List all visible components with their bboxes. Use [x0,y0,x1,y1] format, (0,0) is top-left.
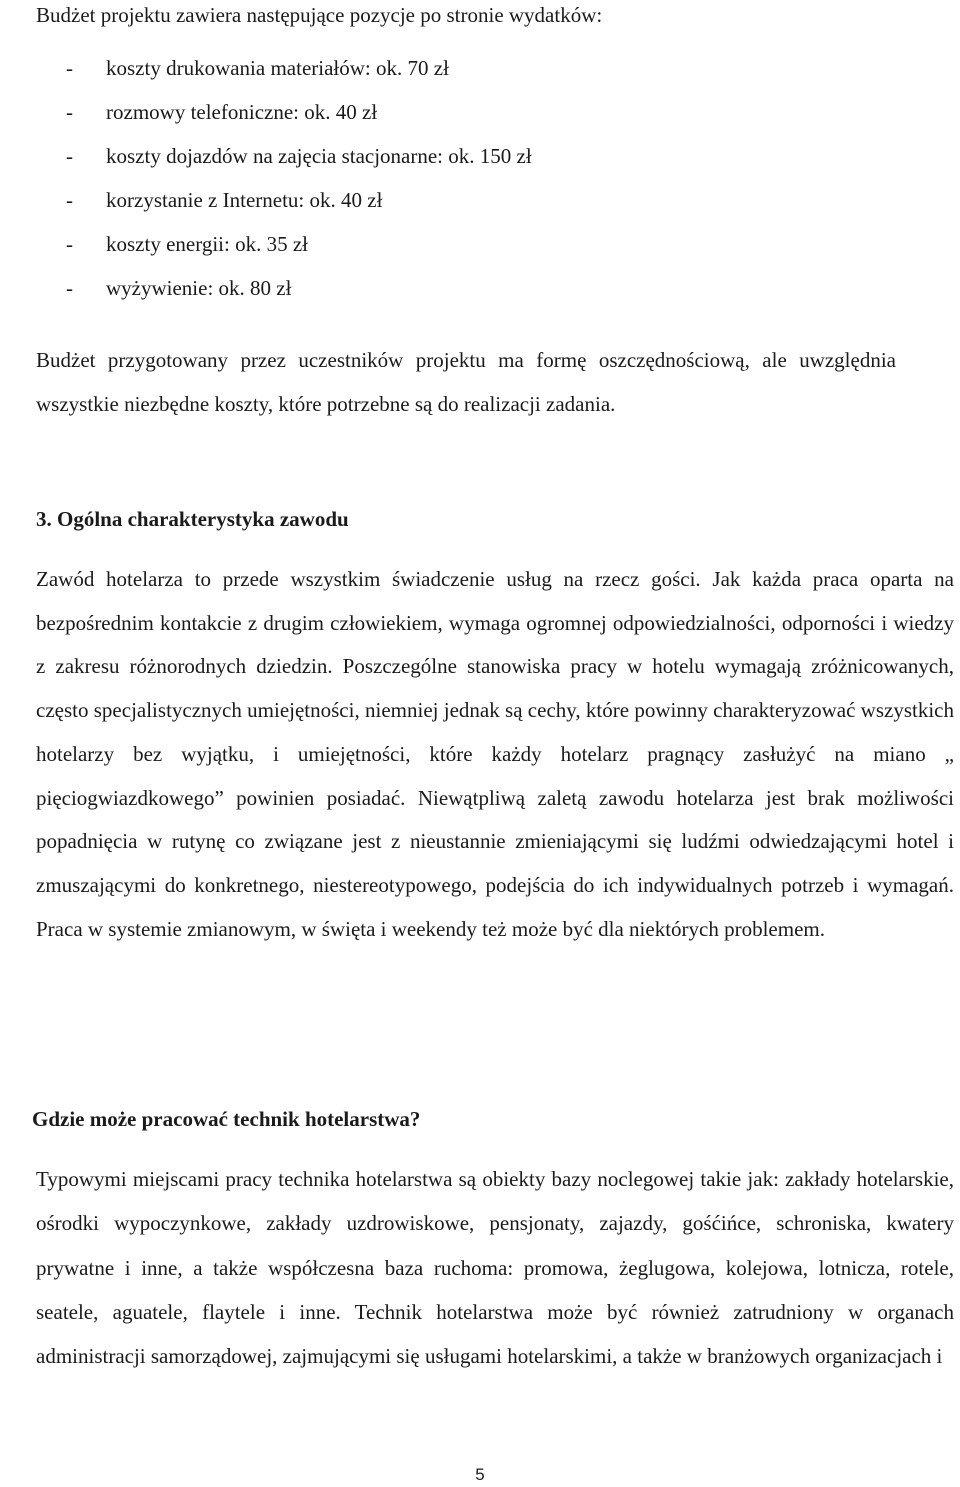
list-dash: - [66,188,73,212]
list-item [66,231,532,275]
list-item [66,275,532,319]
list-item [66,143,532,187]
list-dash: - [66,144,73,168]
budget-items-list [66,55,532,319]
workplaces-paragraph: Typowymi miejscami pracy technika hotelarstwa są obiekty bazy noclegowej takie jak: zakłady hotelarskie, ośrodki wypoczynkowe, zakłady uzdrowiskowe, pensjonaty, zajazdy, gośćińce, schroniska, kwatery prywatne i inne, a także współczesna baza ruchoma: promowa, żeglugowa, kolejowa, lotnicza, rotele, seatele, aguatele, flaytele i inne. Technik hotelarstwa może być również zatrudniony w organach administracji samorządowej, zajmującymi się usługami hotelarskimi, a także w branżowych organizacjach i [36,1167,954,1369]
list-item-text: rozmowy telefoniczne: ok. 40 zł [106,100,378,124]
list-item-text: koszty dojazdów na zajęcia stacjonarne: ok. 150 zł [106,144,532,168]
section-heading: 3. Ogólna charakterystyka zawodu [36,507,349,531]
list-item-text: koszty energii: ok. 35 zł [106,232,308,256]
list-dash: - [66,276,73,300]
budget-summary-paragraph: Budżet przygotowany przez uczestników projektu ma formę oszczędnościową, ale uwzględnia wszystkie niezbędne koszty, które potrzebne są do realizacji zadania. [36,348,896,416]
budget-intro: Budżet projektu zawiera następujące pozycje po stronie wydatków: [36,3,603,27]
list-dash: - [66,100,73,124]
list-item-text: korzystanie z Internetu: ok. 40 zł [106,188,383,212]
list-item-text: koszty drukowania materiałów: ok. 70 zł [106,56,449,80]
list-item [66,55,532,99]
list-item [66,187,532,231]
list-dash: - [66,232,73,256]
subsection-heading: Gdzie może pracować technik hotelarstwa? [32,1107,421,1131]
list-item [66,99,532,143]
list-dash: - [66,56,73,80]
list-item-text: wyżywienie: ok. 80 zł [106,276,292,300]
page-number: 5 [475,1465,485,1484]
profession-paragraph: Zawód hotelarza to przede wszystkim świadczenie usług na rzecz gości. Jak każda praca oparta na bezpośrednim kontakcie z drugim człowiekiem, wymaga ogromnej odpowiedzialności, odporności i wiedzy z zakresu różnorodnych dziedzin. Poszczególne stanowiska pracy w hotelu wymagają zróżnicowanych, często specjalistycznych umiejętności, niemniej jednak są cechy, które powinny charakteryzować wszystkich hotelarzy bez wyjątku, i umiejętności, które każdy hotelarz pragnący zasłużyć na miano „ pięciogwiazdkowego” powinien posiadać. Niewątpliwą zaletą zawodu hotelarza jest brak możliwości popadnięcia w rutynę co związane jest z nieustannie zmieniającymi się ludźmi odwiedzającymi hotel i zmuszającymi do konkretnego, niestereotypowego, podejścia do ich indywidualnych potrzeb i wymagań. Praca w systemie zmianowym, w święta i weekendy też może być dla niektórych problemem. [36,567,954,941]
